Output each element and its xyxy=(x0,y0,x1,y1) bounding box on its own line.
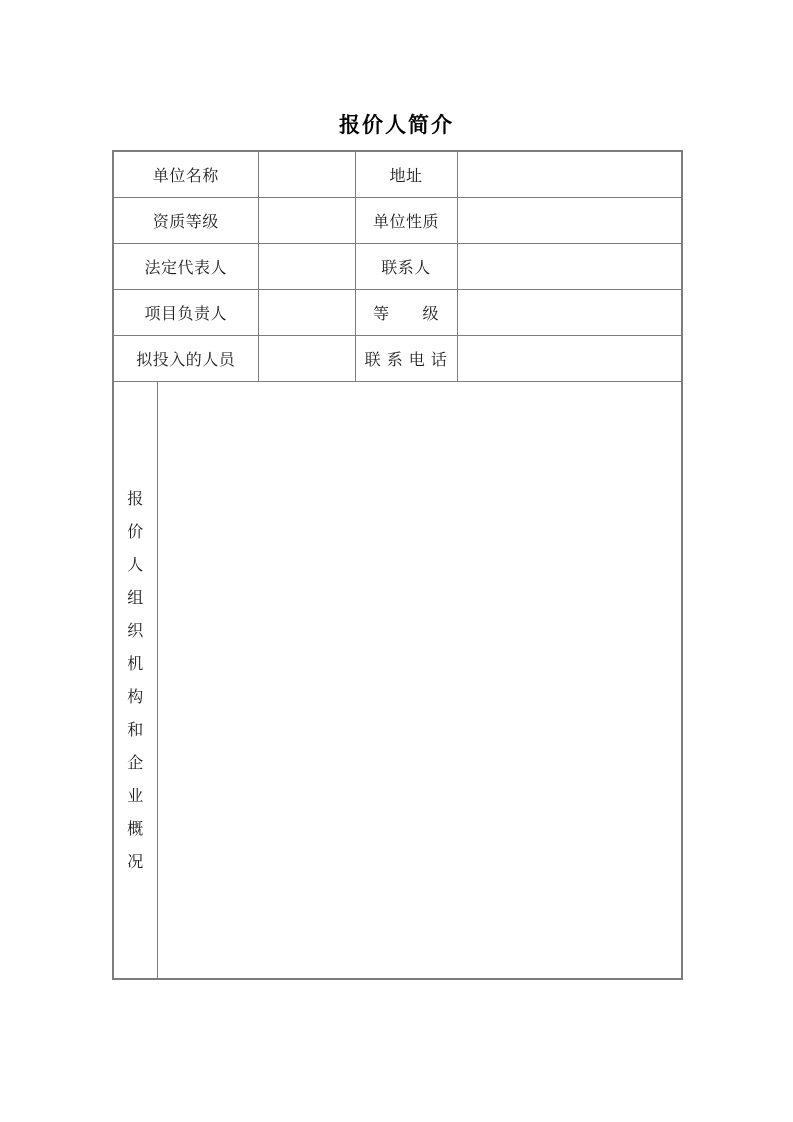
grade-label: 等 级 xyxy=(355,289,457,335)
table-row-unit-name xyxy=(113,151,682,197)
project-manager-label: 项目负责人 xyxy=(113,289,258,335)
overview-content-cell[interactable] xyxy=(157,381,682,979)
overview-label-cell xyxy=(113,381,157,979)
overview-vertical-label: 报价人组织机构和企业概况 xyxy=(127,488,144,871)
bidder-info-table xyxy=(112,150,683,980)
qualification-grade-label: 资质等级 xyxy=(113,197,258,243)
table-row-overview xyxy=(113,381,682,979)
table-row-personnel xyxy=(113,335,682,381)
contact-phone-value-cell[interactable] xyxy=(457,335,682,381)
legal-representative-value-cell[interactable] xyxy=(258,243,355,289)
contact-person-label: 联系人 xyxy=(355,243,457,289)
address-label: 地址 xyxy=(355,151,457,197)
page-title: 报价人简介 xyxy=(339,113,454,137)
qualification-grade-value-cell[interactable] xyxy=(258,197,355,243)
address-value-cell[interactable] xyxy=(457,151,682,197)
table-row-qualification xyxy=(113,197,682,243)
planned-personnel-value-cell[interactable] xyxy=(258,335,355,381)
contact-phone-label: 联 系 电 话 xyxy=(355,335,457,381)
unit-name-label: 单位名称 xyxy=(113,151,258,197)
legal-representative-label: 法定代表人 xyxy=(113,243,258,289)
grade-value-cell[interactable] xyxy=(457,289,682,335)
planned-personnel-label: 拟投入的人员 xyxy=(113,335,258,381)
project-manager-value-cell[interactable] xyxy=(258,289,355,335)
unit-name-value-cell[interactable] xyxy=(258,151,355,197)
table-row-project-manager xyxy=(113,289,682,335)
unit-nature-value-cell[interactable] xyxy=(457,197,682,243)
unit-nature-label: 单位性质 xyxy=(355,197,457,243)
table-row-legal-rep xyxy=(113,243,682,289)
contact-person-value-cell[interactable] xyxy=(457,243,682,289)
